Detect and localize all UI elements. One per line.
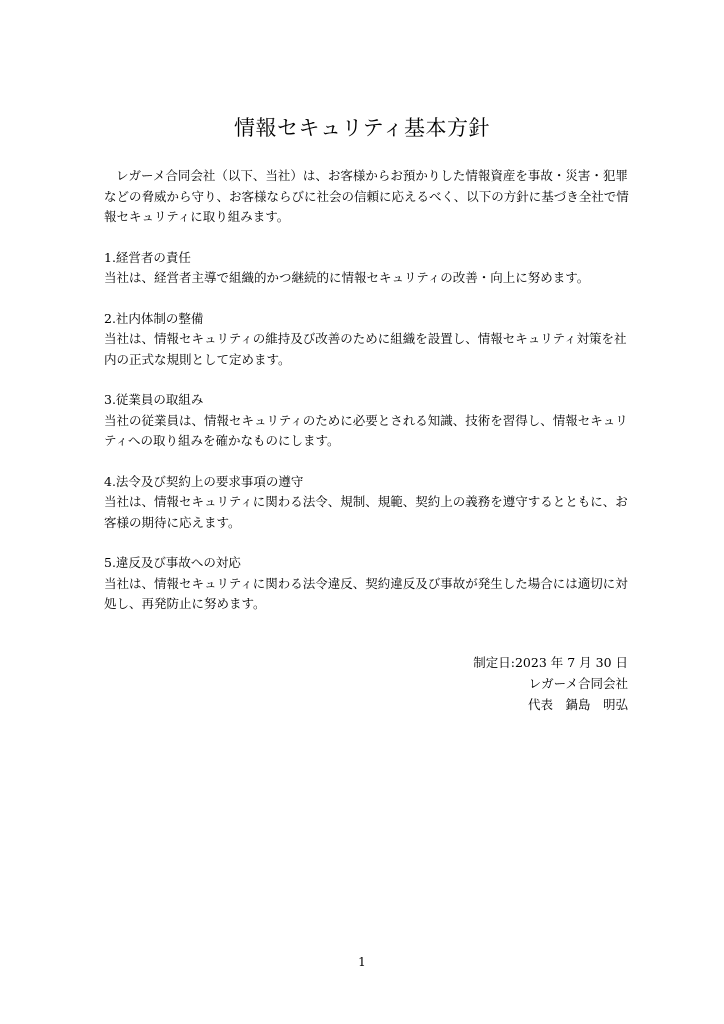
section-4 (104, 472, 634, 534)
intro-paragraph: レガーメ合同会社（以下、当社）は、お客様からお預かりした情報資産を事故・災害・犯罪などの脅威から守り、お客様ならびに社会の信頼に応えるべく、以下の方針に基づき全社で情報セキュリティに取り組みます。 (104, 168, 629, 224)
section-body: 当社は、情報セキュリティに関わる法令、規制、規範、契約上の義務を遵守するとともに、お客様の期待に応えます。 (104, 494, 628, 530)
section-heading: 3.従業員の取組み (104, 392, 204, 407)
representative-name: 代表 鍋島 明弘 (527, 697, 628, 712)
section-body: 当社の従業員は、情報セキュリティのために必要とされる知識、技術を習得し、情報セキュリティへの取り組みを確かなものにします。 (104, 412, 628, 448)
section-heading: 2.社内体制の整備 (104, 310, 204, 326)
enactment-date: 制定日:2023 年 7 月 30 日 (473, 655, 628, 670)
company-name: レガーメ合同会社 (528, 676, 628, 691)
section-heading: 5.違反及び事故への対応 (104, 555, 241, 570)
section-1 (104, 248, 634, 289)
section-heading: 4.法令及び契約上の要求事項の遵守 (104, 473, 304, 489)
page-number: 1 (358, 955, 366, 969)
section-2 (104, 309, 634, 371)
document-body (104, 166, 634, 615)
document-title: 情報セキュリティ基本方針 (234, 116, 490, 140)
section-5 (104, 553, 634, 615)
section-3 (104, 390, 634, 452)
section-body: 当社は、情報セキュリティに関わる法令違反、契約違反及び事故が発生した場合には適切に対処し、再発防止に努めます。 (104, 575, 628, 611)
section-body: 当社は、情報セキュリティの維持及び改善のために組織を設置し、情報セキュリティ対策を社内の正式な規則として定めます。 (104, 331, 627, 367)
signature-block (473, 652, 628, 715)
section-heading: 1.経営者の責任 (104, 249, 191, 265)
section-body: 当社は、経営者主導で組織的かつ継続的に情報セキュリティの改善・向上に努めます。 (104, 270, 590, 285)
